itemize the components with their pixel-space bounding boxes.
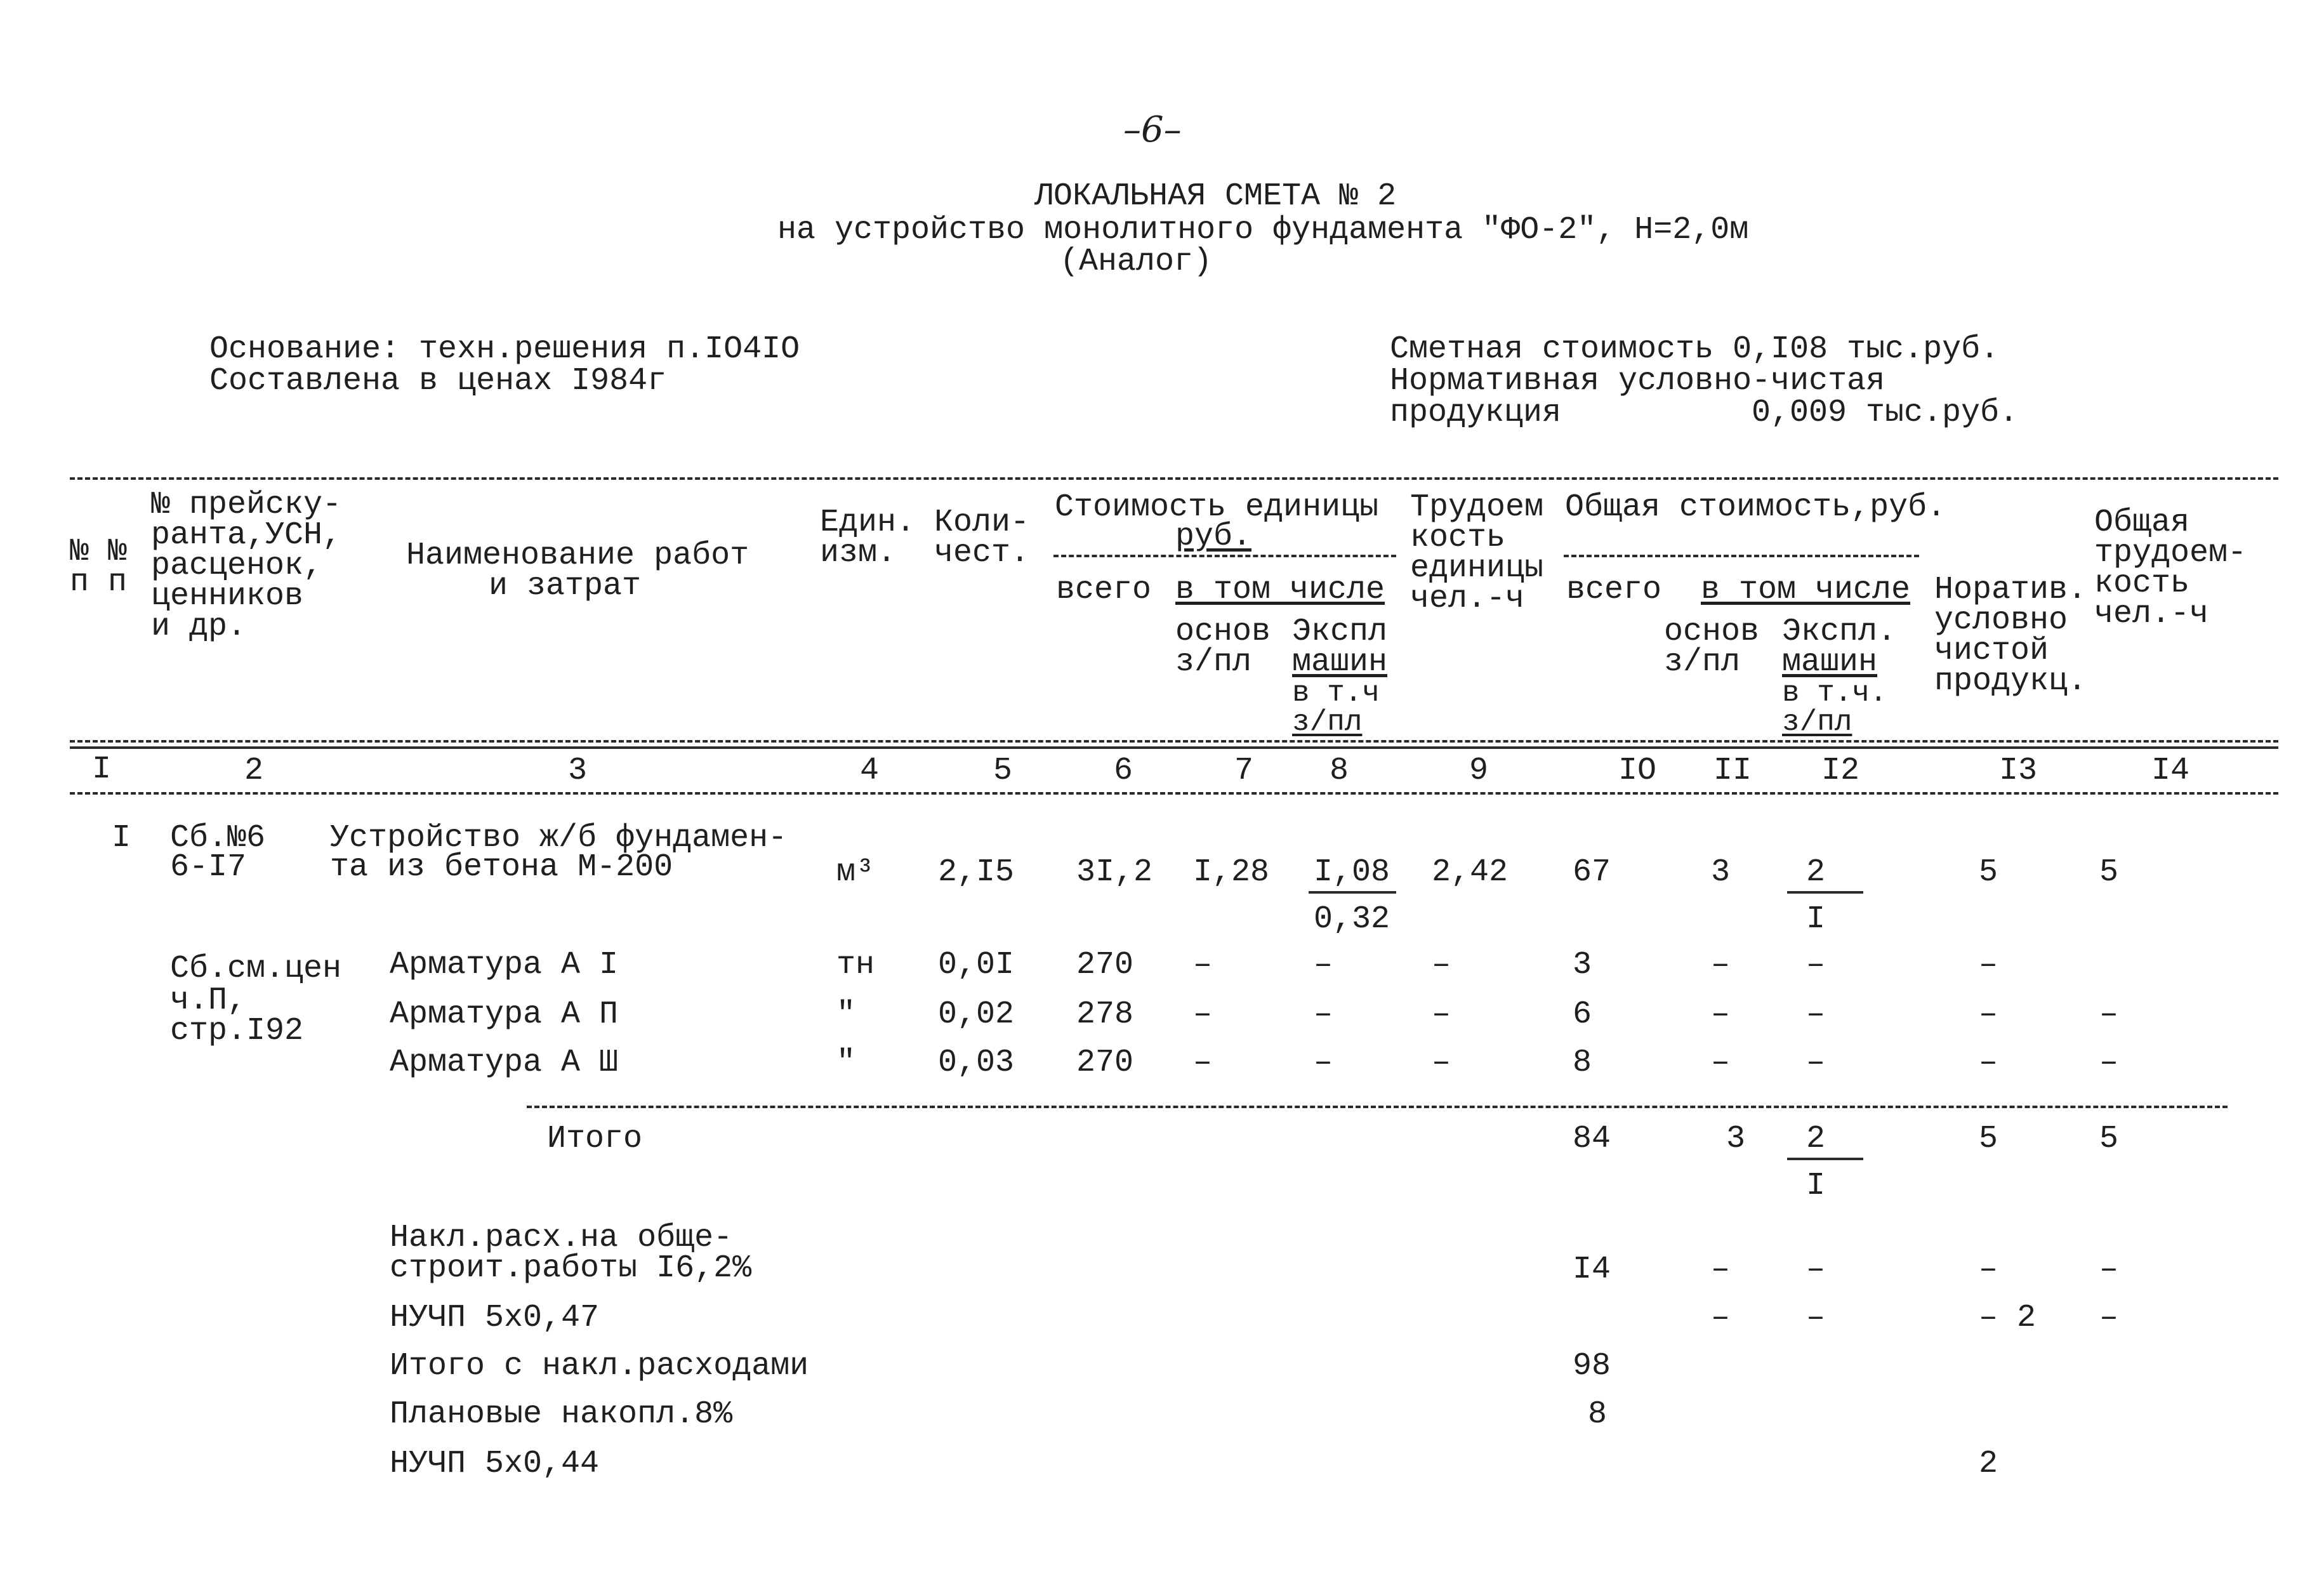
header-total-cost-rule	[1564, 555, 1919, 557]
row-main-code-l1: Сб.№6	[170, 820, 266, 856]
colnum-8: 8	[1329, 753, 1349, 789]
header-labor-total-l3: кость	[2094, 565, 2190, 602]
reinf-2-c9: –	[1432, 996, 1451, 1033]
header-col5-l2: чест.	[934, 535, 1030, 571]
reinf-1-qty: 0,0I	[938, 947, 1015, 983]
overhead-label-l1: Накл.расх.на обще-	[390, 1220, 733, 1256]
header-total-mach-l3: в т.ч.	[1782, 677, 1887, 710]
row-main-total: 67	[1573, 854, 1611, 890]
row-main-norm: 5	[1979, 854, 1998, 890]
nuchp2-norm: 2	[1979, 1446, 1998, 1482]
header-unit-incl: в том числе	[1175, 572, 1385, 608]
colnum-7: 7	[1234, 753, 1253, 789]
subtotal-mach-wage: I	[1806, 1168, 1826, 1204]
basis-line-1: Основание: техн.решения п.IO4IO	[209, 331, 800, 367]
header-col4-l1: Един.	[820, 505, 916, 541]
row-main-qty: 2,I5	[938, 854, 1015, 890]
page-number: –6–	[1123, 109, 1182, 150]
normative-product-label: Нормативная условно-чистая	[1390, 363, 1885, 399]
header-unit-base-l2: з/пл	[1175, 644, 1252, 680]
row-main-unit-base: I,28	[1193, 854, 1270, 890]
header-top-rule	[70, 477, 2278, 480]
reinf-3-c11: –	[1711, 1045, 1731, 1081]
header-unit-mach-l1: Экспл	[1292, 614, 1388, 650]
colnum-2: 2	[244, 753, 263, 789]
row-main-unit-mach-bar	[1309, 891, 1396, 894]
with-overhead-label: Итого с накл.расходами	[390, 1348, 809, 1384]
reinf-1-c7: –	[1193, 947, 1213, 983]
overhead-c13: –	[1979, 1252, 1998, 1288]
header-labor-total-l1: Общая	[2094, 505, 2190, 541]
row-main-unit: м³	[836, 854, 875, 890]
nuchp1-c14: –	[2099, 1300, 2119, 1336]
overhead-c12: –	[1806, 1252, 1826, 1288]
header-total-base-l1: основ	[1664, 614, 1760, 650]
header-labor-unit-l1: Трудоем	[1410, 489, 1544, 526]
with-overhead-total: 98	[1573, 1348, 1611, 1384]
reinf-1-c9: –	[1432, 947, 1451, 983]
header-col4-l2: изм.	[820, 535, 897, 571]
overhead-c14: –	[2099, 1252, 2119, 1288]
header-unit-cost-rub: руб.	[1175, 519, 1252, 555]
title-line-2: на устройство монолитного фундамента "ФО-2", Н=2,0м	[777, 212, 1749, 248]
reinf-2-c8: –	[1314, 996, 1333, 1033]
reinforcement-code-l2: ч.П,	[170, 982, 247, 1019]
colnum-13: I3	[1998, 753, 2037, 789]
row-main-labor-total: 5	[2099, 854, 2119, 890]
colnum-10: IO	[1618, 753, 1656, 789]
colnum-11: II	[1713, 753, 1752, 789]
colnum-5: 5	[993, 753, 1012, 789]
product-value: 0,009 тыс.руб.	[1752, 395, 2019, 431]
header-col2-l4: ценников	[151, 578, 304, 614]
header-labor-unit-l3: единицы	[1410, 550, 1544, 586]
header-unit-base-l1: основ	[1175, 614, 1271, 650]
subtotal-total: 84	[1573, 1121, 1611, 1157]
overhead-total: I4	[1573, 1252, 1611, 1288]
overhead-c11: –	[1711, 1252, 1731, 1288]
subtotal-mach-bar	[1787, 1158, 1863, 1160]
colnum-top-rule	[70, 746, 2278, 749]
colnum-12: I2	[1821, 753, 1859, 789]
reinf-2-qty: 0,02	[938, 996, 1015, 1033]
header-col2-l1: № прейску-	[151, 487, 342, 523]
header-labor-unit-l4: чел.-ч	[1410, 581, 1525, 617]
nuchp1-c11: –	[1711, 1300, 1731, 1336]
nuchp1-label: НУЧП 5х0,47	[390, 1300, 600, 1336]
subtotal-norm: 5	[1979, 1121, 1998, 1157]
reinf-1-c13: –	[1979, 947, 1998, 983]
reinf-1-c11: –	[1711, 947, 1731, 983]
reinf-2-c12: –	[1806, 996, 1826, 1033]
colnum-bottom-rule	[70, 792, 2278, 795]
basis-line-2: Составлена в ценах I984г	[209, 363, 667, 399]
subtotal-labor: 5	[2099, 1121, 2119, 1157]
reinf-2-price: 278	[1076, 996, 1134, 1033]
row-main-num: I	[112, 820, 131, 856]
reinf-2-c7: –	[1193, 996, 1213, 1033]
reinf-3-c12: –	[1806, 1045, 1826, 1081]
row-main-name-l1: Устройство ж/б фундамен-	[330, 820, 788, 856]
header-unit-mach-l3: в т.ч	[1292, 677, 1380, 710]
header-unit-cost: Стоимость единицы	[1055, 489, 1379, 526]
row-main-total-base: 3	[1711, 854, 1731, 890]
nuchp1-c13: – 2	[1979, 1300, 2037, 1336]
subtotal-label: Итого	[547, 1121, 643, 1157]
nuchp2-label: НУЧП 5х0,44	[390, 1446, 600, 1482]
header-col3-l1: Наименование работ	[406, 538, 749, 574]
header-norm-l4: продукц.	[1934, 663, 2087, 699]
header-col1-b: п п	[70, 564, 128, 600]
colnum-1: I	[91, 751, 111, 788]
reinf-1-c8: –	[1314, 947, 1333, 983]
header-col2-l2: ранта,УСН,	[151, 517, 342, 553]
colnum-4: 4	[859, 753, 879, 789]
reinforcement-code-l3: стр.I92	[170, 1013, 304, 1049]
header-unit-total: всего	[1056, 572, 1152, 608]
header-norm-l2: условно	[1934, 602, 2068, 638]
overhead-label-l2: строит.работы I6,2%	[390, 1250, 752, 1286]
row-main-total-mach-wage: I	[1806, 901, 1826, 937]
colnum-3: 3	[567, 753, 587, 789]
row-main-labor-unit: 2,42	[1432, 854, 1509, 890]
reinforcement-code-l1: Сб.см.цен	[170, 951, 342, 987]
header-total-mach-l2: машин	[1782, 644, 1878, 680]
header-col2-l5: и др.	[151, 609, 247, 645]
row-main-total-mach: 2	[1806, 854, 1826, 890]
reinf-1-unit: тн	[836, 947, 875, 983]
colnum-14: I4	[2151, 753, 2189, 789]
header-col5-l1: Коли-	[934, 505, 1030, 541]
reinf-3-name: Арматура А Ш	[390, 1045, 619, 1081]
nuchp1-c12: –	[1806, 1300, 1826, 1336]
reinf-3-c8: –	[1314, 1045, 1333, 1081]
header-unit-mach-l4: з/пл	[1292, 706, 1363, 739]
row-main-code-l2: 6-I7	[170, 849, 247, 885]
reinf-2-c11: –	[1711, 996, 1731, 1033]
header-unit-cost-rule	[1053, 555, 1396, 557]
estimated-cost: Сметная стоимость 0,I08 тыс.руб.	[1390, 331, 2000, 367]
title-line-1: ЛОКАЛЬНАЯ СМЕТА № 2	[1034, 178, 1397, 215]
subtotal-base: 3	[1726, 1121, 1746, 1157]
reinf-2-total: 6	[1573, 996, 1592, 1033]
reinf-3-total: 8	[1573, 1045, 1592, 1081]
header-total-mach-l1: Экспл.	[1782, 614, 1897, 650]
reinf-1-price: 270	[1076, 947, 1134, 983]
header-total-mach-l4: з/пл	[1782, 706, 1852, 739]
subtotal-mach: 2	[1806, 1121, 1826, 1157]
reinf-3-c7: –	[1193, 1045, 1213, 1081]
title-line-3: (Аналог)	[1060, 244, 1213, 280]
product-label: продукция	[1390, 395, 1562, 431]
colnum-6: 6	[1113, 753, 1133, 789]
reinf-3-c9: –	[1432, 1045, 1451, 1081]
reinf-3-c13: –	[1979, 1045, 1998, 1081]
colnum-9: 9	[1469, 753, 1488, 789]
header-labor-total-l2: трудоем-	[2094, 535, 2247, 571]
subtotal-rule	[527, 1106, 2228, 1108]
reinf-3-price: 270	[1076, 1045, 1134, 1081]
reinf-2-unit: "	[836, 996, 856, 1033]
reinf-1-total: 3	[1573, 947, 1592, 983]
header-norm-l1: Норатив.	[1934, 572, 2087, 608]
header-unit-mach-l2: машин	[1292, 644, 1388, 680]
header-col1-a: № №	[70, 534, 128, 570]
header-norm-l3: чистой	[1934, 633, 2049, 669]
header-col3-l2: и затрат	[489, 568, 642, 604]
row-main-unit-mach: I,08	[1314, 854, 1390, 890]
row-main-total-mach-bar	[1787, 891, 1863, 894]
reinf-1-c12: –	[1806, 947, 1826, 983]
reinf-3-qty: 0,03	[938, 1045, 1015, 1081]
reinf-2-c13: –	[1979, 996, 1998, 1033]
header-total-base-l2: з/пл	[1664, 644, 1741, 680]
reinf-1-name: Арматура А I	[390, 947, 619, 983]
planned-label: Плановые накопл.8%	[390, 1396, 733, 1432]
header-total-incl: в том числе	[1701, 572, 1911, 608]
header-col2-l3: расценок,	[151, 548, 323, 584]
header-bottom-rule	[70, 740, 2278, 743]
row-main-unit-total: 3I,2	[1076, 854, 1153, 890]
planned-total: 8	[1588, 1396, 1608, 1432]
row-main-name-l2: та из бетона М-200	[330, 849, 673, 885]
reinf-2-name: Арматура А П	[390, 996, 619, 1033]
reinf-3-unit: "	[836, 1045, 856, 1081]
header-total-cost: Общая стоимость,руб.	[1565, 489, 1946, 526]
header-total-total: всего	[1566, 572, 1662, 608]
row-main-unit-mach-wage: 0,32	[1314, 901, 1390, 937]
reinf-3-c14: –	[2099, 1045, 2119, 1081]
header-labor-unit-l2: кость	[1410, 520, 1506, 556]
reinf-2-c14: –	[2099, 996, 2119, 1033]
header-labor-total-l4: чел.-ч	[2094, 596, 2209, 632]
